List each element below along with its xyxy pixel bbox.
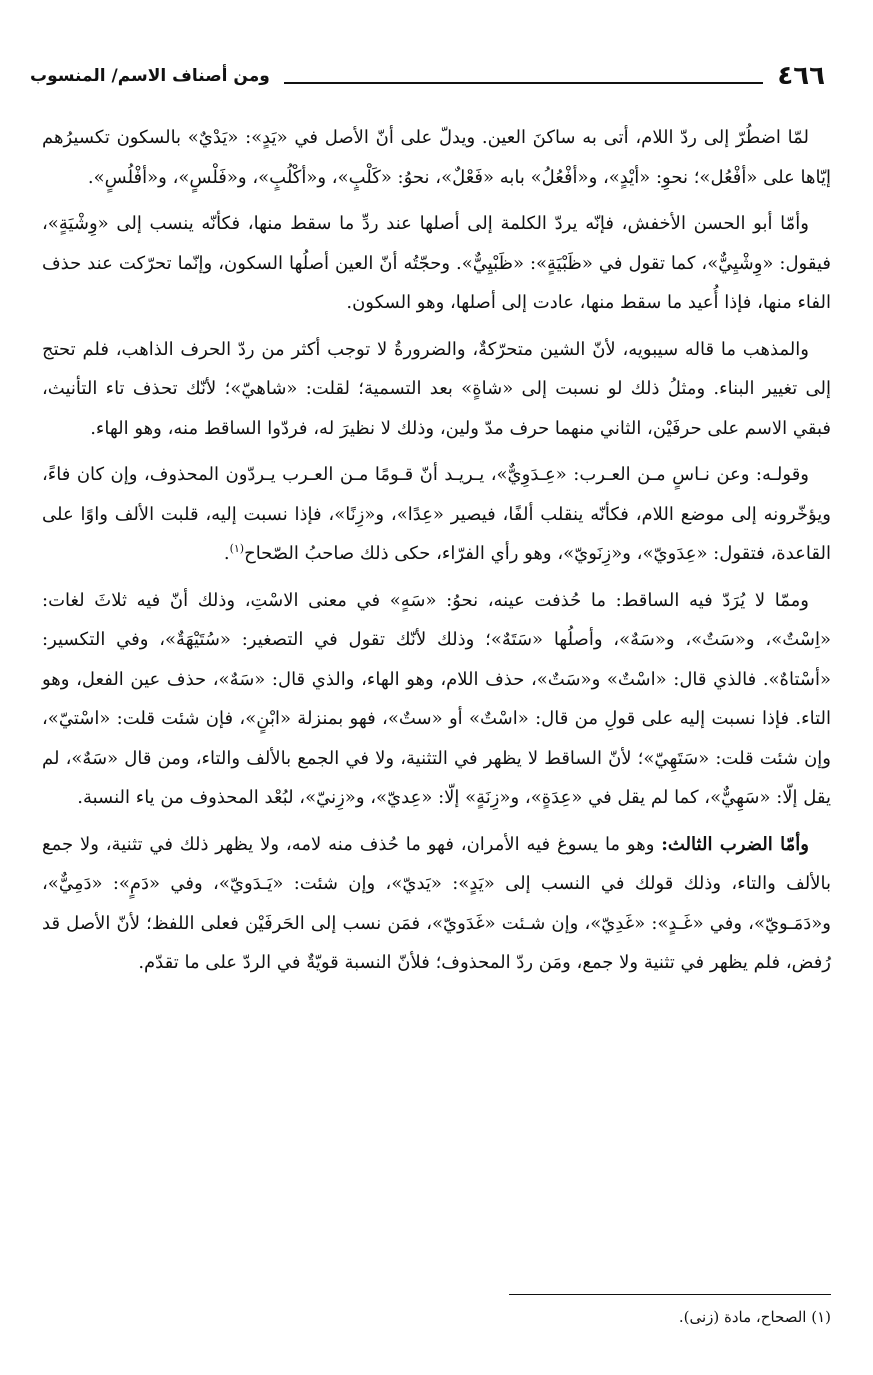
paragraph	[42, 581, 831, 818]
paragraph	[42, 204, 831, 323]
paragraph: وقولـه: وعن نـاسٍ مـن العـرب: «عِـدَوِيٌّ»، يـريـد أنّ قـومًا مـن العـرب يـردّون المحذوف، وإن كان فاءً، ويؤخّرونه إلى موضع اللام، فكأنّه ينقلب ألفًا، فيصير «عِدًا»، و«زِنًا»، فإذا نسبت إليه، قلبت الألف واوًا على القاعدة، فتقول: «عِدَويّ»، و«زِنَويّ»، وهو رأي الفرّاء، حكى ذلك صاحبُ الصّحاح$^{(١)}$.	[42, 464, 831, 564]
running-title: ومن أصناف الاسم/ المنسوب	[30, 66, 270, 86]
page-number: ٤٦٦	[777, 61, 825, 91]
footnote-reference[interactable]: (١)	[229, 542, 245, 555]
footnote-rule	[509, 1294, 831, 1295]
page-header	[30, 58, 825, 94]
header-rule	[284, 82, 764, 84]
paragraph-text: وهو ما يسوغ فيه الأمران، فهو ما حُذف منه لامه، ولا يظهر ذلك في تثنية، ولا جمع بالألف والتاء، وذلك قولك في النسب إلى «يَدٍ»: «يَديّ»، وإن شئت: «يَـدَويّ»، وفي «دَمٍ»: «دَمِيٌّ»، و«دَمَـويّ»، وفي «غَـدٍ»: «غَدِيّ»، وإن شـئت «غَدَويّ»، فمَن نسب إلى الحَرفَيْن فعلى اللفظ؛ لأنّ الأصل قد رُفض، فلم يظهر في تثنية ولا جمع، ومَن ردّ المحذوف؛ فلأنّ النسبة قويّةٌ في الردّ على ما تقدّم.	[42, 833, 831, 973]
footnote: (١) الصحاح، مادة (زنى).	[678, 1308, 831, 1326]
paragraph-text: وممّا لا يُرَدّ فيه الساقط: ما حُذفت عينه، نحوُ: «سَهٍ» في معنى الاسْتِ، وذلك أنّ فيه ثلاثَ لغات: «اِسْتٌ»، و«سَتٌ»، و«سَهٌ»، وأصلُها «سَتَهٌ»؛ وذلك لأنّك تقول في التصغير: «سُتَيْهَةٌ»، وفي التكسير: «أسْتاهٌ». فالذي قال: «اسْتٌ» و«سَتٌ»، حذف اللام، وهو الهاء، والذي قال: «سَهٌ»، حذف عين الفعل، وهو التاء. فإذا نسبت إليه على قولِ من قال: «اسْتٌ» أو «ستٌ»، فهو بمنزلة «ابْنٍ»، فإن شئت قلت: «اسْتيّ»، وإن شئت قلت: «سَتَهِيّ»؛ لأنّ الساقط لا يظهر في التثنية، ولا في الجمع بالألف والتاء، ومن قال «سَهٌ»، لم يقل إلّا: «سَهِيٌّ»، كما لم يقل في «عِدَةٍ»، و«زِنَةٍ» إلّا: «عِديّ»، و«زِنيّ»، لبُعْد المحذوف من ياء النسبة.	[42, 589, 831, 808]
paragraph	[42, 118, 831, 197]
paragraph-text: وقولـه: وعن نـاسٍ مـن العـرب: «عِـدَوِيٌّ»، يـريـد أنّ قـومًا مـن العـرب يـردّون المحذوف، وإن كان فاءً، ويؤخّرونه إلى موضع اللام، فكأنّه ينقلب ألفًا، فيصير «عِدًا»، و«زِنًا»، فإذا نسبت إليه، قلبت الألف واوًا على القاعدة، فتقول: «عِدَويّ»، و«زِنَويّ»، وهو رأي الفرّاء، حكى ذلك صاحبُ الصّحاح	[42, 464, 831, 564]
section-lead: وأمّا الضرب الثالث:	[661, 833, 809, 855]
paragraph	[42, 330, 831, 449]
paragraph	[42, 825, 831, 983]
paragraph-text: والمذهب ما قاله سيبويه، لأنّ الشين متحرّكةٌ، والضرورةُ لا توجب أكثر من ردّ الحرف الذاهب، فلم تحتج إلى تغيير البناء. ومثلُ ذلك لو نسبت إلى «شاةٍ» بعد التسمية؛ لقلت: «شاهيّ»؛ لأنّك تحذف تاء التأنيث، فبقي الاسم على حرفَيْن، الثاني منهما حرف مدّ ولين، وذلك لا نظيرَ له، فردّوا الساقط منه، وهو الهاء.	[42, 338, 831, 439]
paragraph-text: وأمّا أبو الحسن الأخفش، فإنّه يردّ الكلمة إلى أصلها عند ردِّ ما سقط منها، فكأنّه ينسب إلى «وِشْيَةٍ»، فيقول: «وِشْيِيٌّ»، كما تقول في «ظَبْيَةٍ»: «ظَبْيِيٌّ». وحجّتُه أنّ العين أصلُها السكون، وإنّما تحرّكت عند حذف الفاء منها، فإذا أُعيد ما سقط منها، عادت إلى أصلها، وهو السكون.	[42, 213, 831, 313]
body-text	[42, 118, 831, 990]
paragraph-text: لمّا اضطُرّ إلى ردّ اللام، أتى به ساكنَ العين. ويدلّ على أنّ الأصل في «يَدٍ»: «يَدْيٌ» بالسكون تكسيرُهم إيّاها على «أفْعُل»؛ نحوِ: «أيْدٍ»، و«أفْعُلُ» بابه «فَعْلٌ»، نحوُ: «كَلْبٍ»، و«أكْلُبٍ»، و«فَلْسٍ»، و«أفْلُسٍ».	[42, 127, 831, 188]
